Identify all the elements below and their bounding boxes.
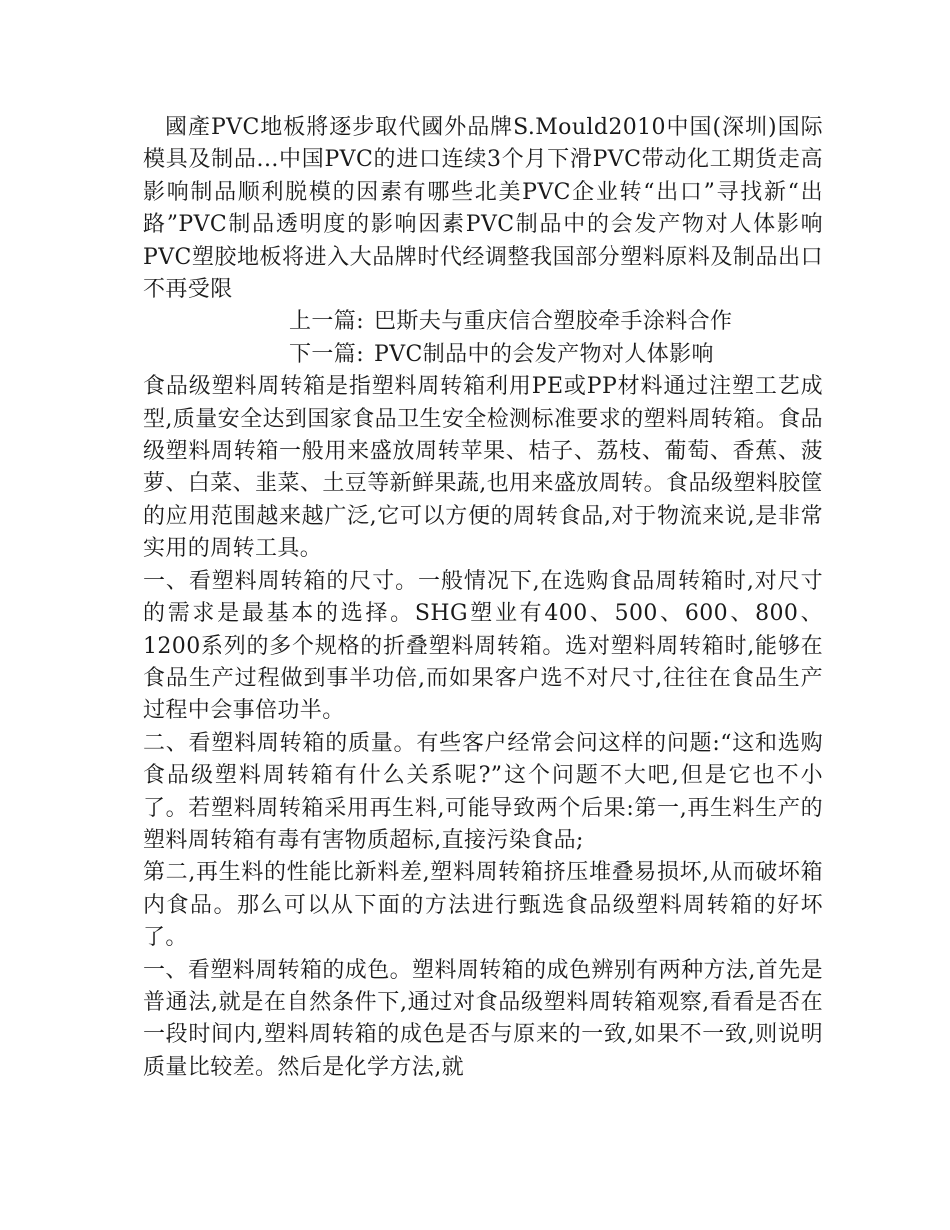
prev-article-title: 巴斯夫与重庆信合塑胶牵手涂料合作 [374, 309, 733, 335]
body-paragraph-size: 一、看塑料周转箱的尺寸。一般情况下,在选购食品周转箱时,对尺寸的需求是最基本的选择。SHG塑业有400、500、600、800、1200系列的多个规格的折叠塑料周转箱。选对塑料周转箱时,能够在食品生产过程做到事半功倍,而如果客户选不对尺寸,往往在食品生产过程中会事倍功半。 [143, 568, 823, 724]
body-paragraph-quality: 二、看塑料周转箱的质量。有些客户经常会问这样的问题:“这和选购食品级塑料周转箱有什么关系呢?”这个问题不大吧,但是它也不小了。若塑料周转箱采用再生料,可能导致两个后果:第一,再生料生产的塑料周转箱有毒有害物质超标,直接污染食品; [143, 730, 823, 853]
next-article-label: 下一篇: [289, 341, 365, 367]
next-article-title: PVC制品中的会发产物对人体影响 [374, 341, 714, 367]
next-article-link[interactable] [143, 339, 823, 371]
body-paragraph-color: 一、看塑料周转箱的成色。塑料周转箱的成色辨别有两种方法,首先是普通法,就是在自然条件下,通过对食品级塑料周转箱观察,看看是否在一段时间内,塑料周转箱的成色是否与原来的一致,如果不一致,则说明质量比较差。然后是化学方法,就 [143, 957, 823, 1080]
intro-paragraph: 國產PVC地板將逐步取代國外品牌S.Mould2010中国(深圳)国际模具及制品...中国PVC的进口连续3个月下滑PVC带动化工期货走高影响制品顺利脱模的因素有哪些北美PVC企业转“出口”寻找新“出路”PVC制品透明度的影响因素PVC制品中的会发产物对人体影响PVC塑胶地板将进入大品牌时代经调整我国部分塑料原料及制品出口不再受限 [143, 115, 823, 303]
body-paragraph-intro: 食品级塑料周转箱是指塑料周转箱利用PE或PP材料通过注塑工艺成型,质量安全达到国家食品卫生安全检测标准要求的塑料周转箱。食品级塑料周转箱一般用来盛放周转苹果、桔子、荔枝、葡萄、香蕉、菠萝、白菜、韭菜、土豆等新鲜果蔬,也用来盛放周转。食品级塑料胶筐的应用范围越来越广泛,它可以方便的周转食品,对于物流来说,是非常实用的周转工具。 [143, 374, 823, 562]
body-paragraph-second-effect: 第二,再生料的性能比新料差,塑料周转箱挤压堆叠易损坏,从而破坏箱内食品。那么可以从下面的方法进行甄选食品级塑料周转箱的好坏了。 [143, 860, 823, 951]
prev-article-label: 上一篇: [289, 309, 365, 335]
prev-article-link[interactable] [143, 306, 823, 338]
document-body [143, 112, 823, 1084]
